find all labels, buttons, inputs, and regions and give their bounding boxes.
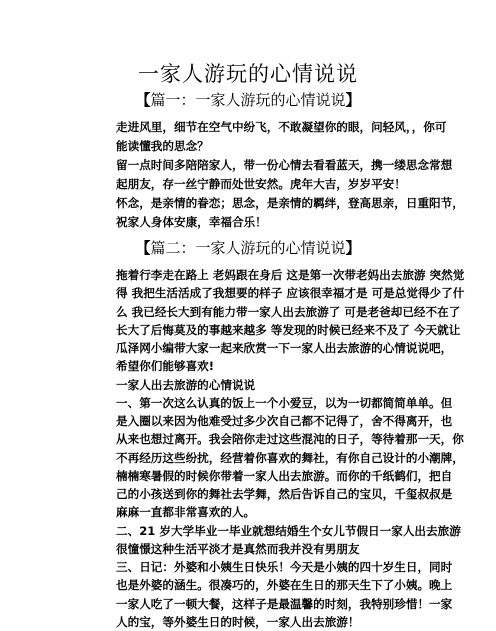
- paragraph-line: 瓜泽网小编带大家一起来欣赏一下一家人出去旅游的心情说说吧，: [116, 341, 453, 355]
- paragraph-line: 也是外婆的涵生。很凑巧的，外婆在生日的那天生下了小姨。晚上: [116, 578, 453, 593]
- paragraph-line: 祝家人身体安康，幸福合乐！: [116, 215, 267, 229]
- paragraph-line: 楠楠寒暑假的时候你带着一家人出去旅游。而你的千纸鹤们，把自: [116, 468, 453, 483]
- paragraph-line: 么 我已经长大到有能力带一家人出去旅游了 可是老爸却已经不在了: [116, 304, 461, 319]
- section-2-body: [116, 266, 465, 631]
- paragraph-line: 起朋友，存一丝宁静而处世安然。虎年大吉，岁岁平安！: [116, 177, 406, 191]
- paragraph-line: 一、第一次这么认真的饭上一个小爱豆，以为一切都简简单单。但: [116, 395, 453, 410]
- section-heading-2-text: 篇二：一家人游玩的心情说说: [150, 239, 346, 257]
- right-bracket: 】: [345, 239, 361, 257]
- section-heading-1-text: 篇一：一家人游玩的心情说说: [150, 91, 346, 109]
- subheading-line: 一家人出去旅游的心情说说: [116, 377, 256, 392]
- paragraph-line: 麻麻一直都非常喜欢的人。: [116, 505, 256, 520]
- left-bracket: 【: [135, 91, 151, 109]
- left-bracket: 【: [135, 239, 151, 257]
- section-heading-1: [0, 90, 496, 110]
- paragraph-line: 二、21 岁大学毕业一毕业就想结婚生个女儿节假日一家人出去旅游: [116, 523, 461, 538]
- right-bracket: 】: [345, 91, 361, 109]
- paragraph-line: 人的宝，等外婆生日的时候，一家人出去旅游！: [116, 614, 360, 629]
- paragraph-line: 希望你们能够喜欢!: [116, 359, 215, 374]
- paragraph-line: 怀念，是亲情的眷恋；思念，是亲情的羁绊，登高思亲，日重阳节，: [116, 196, 464, 210]
- paragraph-line: 不再经历这些纷扰，经营着你喜欢的舞社，有你自己设计的小潮牌，: [116, 450, 464, 465]
- paragraph-line: 很憧憬这种生活平淡才是真然而我并没有男朋友: [116, 541, 360, 556]
- paragraph-line: 一家人吃了一顿大餐，这样子是最温馨的时刻，我特别珍惜！一家: [116, 596, 453, 611]
- section-1-body: [116, 118, 464, 232]
- paragraph-line: 留一点时间多陪陪家人，带一份心情去看看蓝天，携一缕思念常想: [116, 158, 453, 172]
- paragraph-line: 三、日记：外婆和小姨生日快乐！今天是小姨的四十岁生日，同时: [116, 560, 453, 574]
- paragraph-line: 走进风里，细节在空气中纷飞，不敢凝望你的眼，问轻风，，你可: [116, 120, 447, 134]
- document-title: 一家人游玩的心情说说: [138, 62, 358, 86]
- paragraph-line: 得 我把生活活成了我想要的样子 应该很幸福才是 可是总觉得少了什: [116, 286, 465, 301]
- paragraph-line: 是入圈以来因为他难受过多少次自己都不记得了，舍不得离开，也: [116, 414, 453, 428]
- paragraph-line: 能读懂我的思念？: [116, 139, 209, 153]
- section-heading-2: [0, 238, 496, 258]
- paragraph-line: 长大了后悔莫及的事越来越多 等发现的时候已经来不及了 今天就让: [116, 322, 461, 337]
- paragraph-line: 己的小孩送到你的舞社去学舞，然后告诉自己的宝贝，千玺叔叔是: [116, 487, 453, 501]
- paragraph-line: 拖着行李走在路上 老妈跟在身后 这是第一次带老妈出去旅游 突然觉: [116, 268, 465, 282]
- paragraph-line: 从来也想过离开。我会陪你走过这些混沌的日子，等待着那一天，你: [116, 432, 464, 447]
